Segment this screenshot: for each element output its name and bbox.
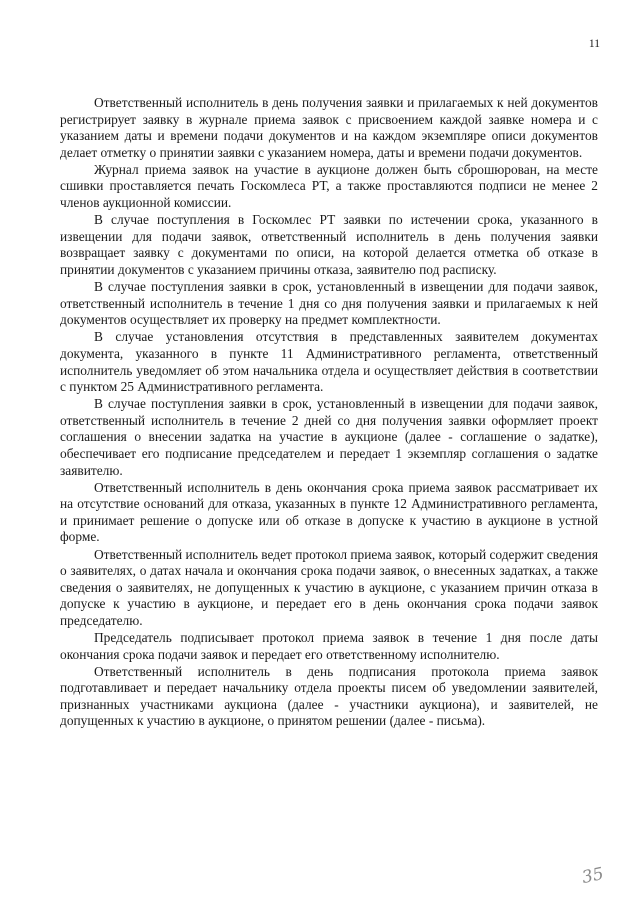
paragraph-journal: Журнал приема заявок на участие в аукционе должен быть сброшюрован, на месте сшивки проставляется печать Госкомлеса РТ, а также проставляются подписи не менее 2 членов аукционной комиссии.: [60, 161, 598, 211]
page-number: 11: [588, 38, 600, 50]
paragraph-registration: Ответственный исполнитель в день получения заявки и прилагаемых к ней документов регистрирует заявку в журнале приема заявок с присвоением каждой заявке номера и с указанием даты и времени подачи документов и на каждом экземпляре описи документов делает отметку о принятии заявки с указанием номера, даты и времени подачи документов.: [60, 95, 598, 160]
paragraph-review-decision: Ответственный исполнитель в день окончания срока приема заявок рассматривает их на отсутствие оснований для отказа, указанных в пункте 12 Административного регламента, и принимает решение о допуске или об отказе в допуске к участию в аукционе в устной форме.: [60, 479, 598, 545]
document-body: [60, 95, 598, 730]
paragraph-deposit-agreement: В случае поступления заявки в срок, установленный в извещении для подачи заявок, ответственный исполнитель в течение 2 дней со дня получения заявки оформляет проект соглашения о внесении задатка на участие в аукционе (далее - соглашение о задатке), обеспечивает его подписание председателем и передает 1 экземпляр соглашения о задатке заявителю.: [60, 396, 598, 478]
paragraph-completeness-check: В случае поступления заявки в срок, установленный в извещении для подачи заявок, ответственный исполнитель в течение 1 дня со дня получения заявки и прилагаемых к ней документов осуществляет их проверку на предмет комплектности.: [60, 279, 598, 328]
handwritten-page-mark: 35: [580, 863, 606, 889]
paragraph-notification-letters: Ответственный исполнитель в день подписания протокола приема заявок подготавливает и передает начальнику отдела проекты писем об уведомлении заявителей, признанных участниками аукциона (далее - участники аукциона), и заявителей, не допущенных к участию в аукционе, о принятом решении (далее - письма).: [60, 663, 598, 729]
paragraph-chairman-signs: Председатель подписывает протокол приема заявок в течение 1 дня после даты окончания срока подачи заявок и передает его ответственному исполнителю.: [60, 630, 598, 662]
paragraph-late-application: В случае поступления в Госкомлес РТ заявки по истечении срока, указанного в извещении для подачи заявок, ответственный исполнитель в день получения заявки возвращает заявку с документами по описи, на которой делается отметка об отказе в принятии документов с указанием причины отказа, заявителю под расписку.: [60, 212, 598, 277]
paragraph-missing-document: В случае установления отсутствия в представленных заявителем документах документа, указанного в пункте 11 Административного регламента, ответственный исполнитель уведомляет об этом начальника отдела и осуществляет действия в соответствии с пунктом 25 Административного регламента.: [60, 329, 598, 395]
paragraph-protocol: Ответственный исполнитель ведет протокол приема заявок, который содержит сведения о заявителях, о датах начала и окончания срока подачи заявок, о внесенных задатках, а также сведения о заявителях, не допущенных к участию в аукционе, с указанием причин отказа в допуске к участию в аукционе, и передает его в день окончания срока подачи заявок председателю.: [60, 546, 598, 628]
